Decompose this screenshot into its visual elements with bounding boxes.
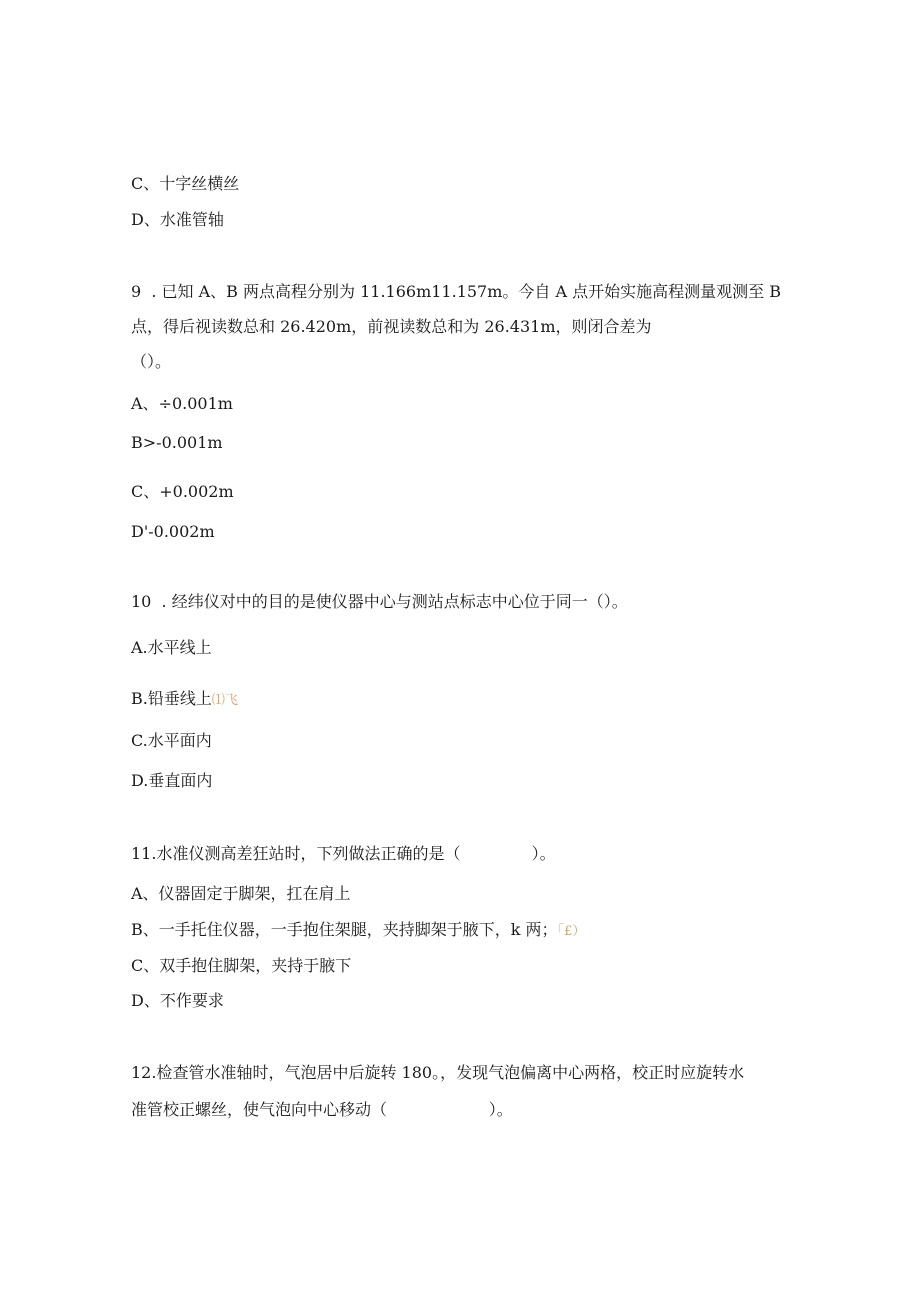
question-9-option-a: A、÷0.001m (131, 394, 233, 413)
question-9-stem-line-2: 点，得后视读数总和 26.420m，前视读数总和为 26.431m，则闭合差为 (131, 317, 652, 336)
question-9-stem-line-3: （）。 (131, 352, 172, 371)
option-text: B.铅垂线上 (131, 689, 212, 708)
question-11-option-d: D、不作要求 (131, 991, 224, 1010)
question-10-option-a: A.水平线上 (131, 638, 212, 657)
question-9-option-b: B>-0.001m (131, 433, 223, 452)
question-11-option-b (131, 919, 585, 943)
ink-mark: 「£） (557, 924, 586, 939)
question-11-option-c: C、双手抱住脚架，夹持于腋下 (131, 956, 352, 975)
question-9-stem-line-1: 9 . 已知 A、B 两点高程分别为 11.166m11.157m。今自 A 点开始实施高程测量观测至 B (131, 282, 781, 301)
option-text: B、一手托住仪器，一手抱住架腿，夹持脚架于腋下，k 两； (131, 920, 558, 939)
question-10-stem: 10 . 经纬仪对中的目的是使仪器中心与测站点标志中心位于同一（）。 (131, 592, 628, 611)
question-11-option-a: A、仪器固定于脚架，扛在肩上 (131, 884, 351, 903)
option-d: D、水准管轴 (131, 210, 224, 229)
ink-mark: ⑴飞 (211, 693, 238, 708)
question-10-option-b (131, 688, 238, 712)
question-9-option-d: D'-0.002m (131, 522, 215, 541)
question-12-stem-line-1: 12.检查管水准轴时，气泡居中后旋转 180。，发现气泡偏离中心两格，校正时应旋转水 (131, 1063, 745, 1082)
question-11-stem: 11.水准仪测高差狂站时，下列做法正确的是（ ）。 (131, 844, 556, 863)
question-10-option-c: C.水平面内 (131, 731, 212, 750)
question-10-option-d: D.垂直面内 (131, 771, 213, 790)
option-c: C、十字丝横丝 (131, 174, 240, 193)
question-9-option-c: C、+0.002m (131, 482, 234, 501)
question-12-stem-line-2: 准管校正螺丝，使气泡向中心移动（ ）。 (131, 1100, 513, 1119)
